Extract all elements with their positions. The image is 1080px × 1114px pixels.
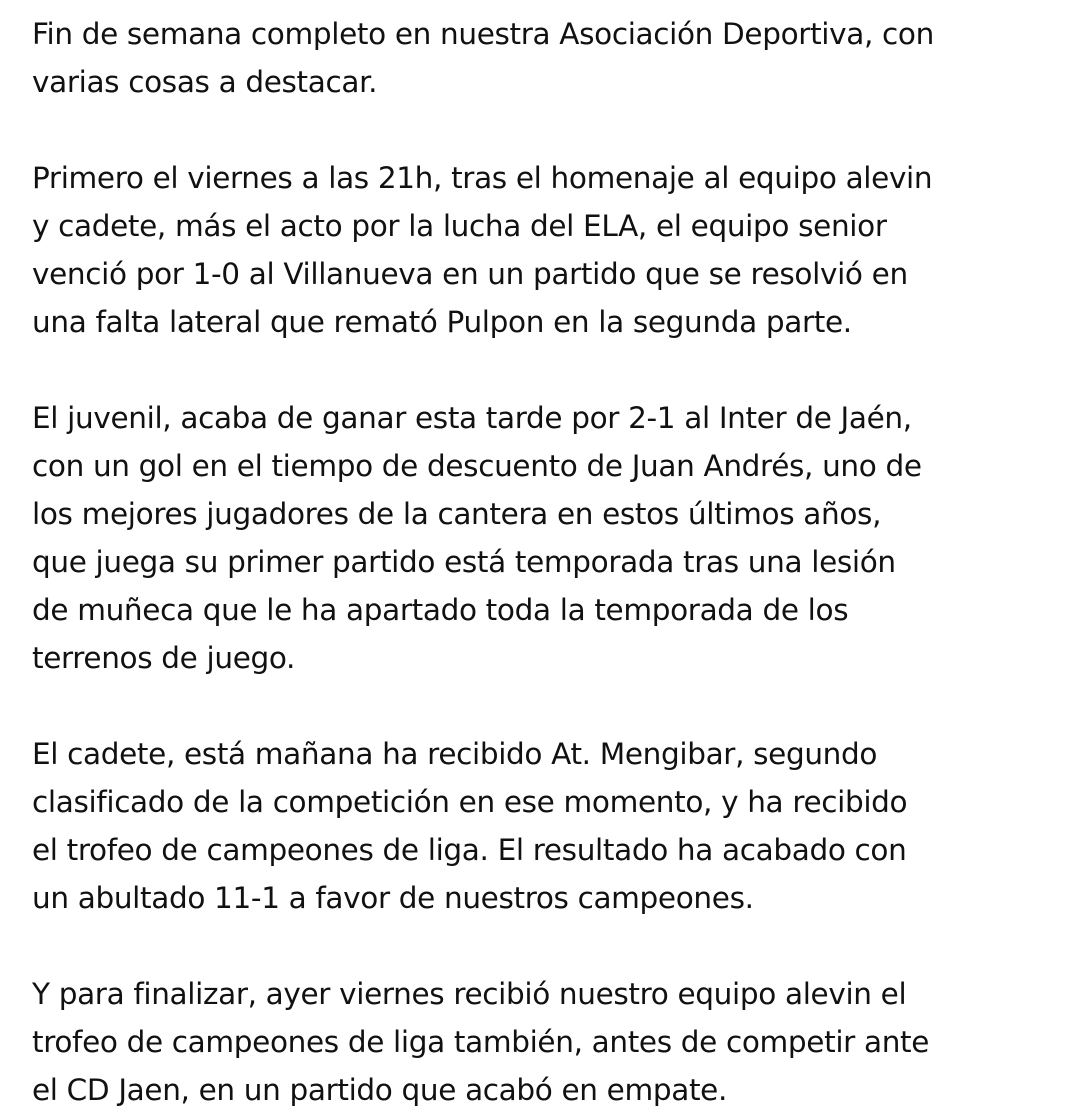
text-line: y cadete, más el acto por la lucha del ELA, el equipo senior [32,209,887,243]
text-line: El cadete, está mañana ha recibido At. Mengibar, segundo [32,737,878,771]
text-line: un abultado 11-1 a favor de nuestros campeones. [32,881,754,915]
text-line: venció por 1-0 al Villanueva en un partido que se resolvió en [32,257,908,291]
paragraph-juvenil-match [32,394,1062,682]
text-line: Y para finalizar, ayer viernes recibió nuestro equipo alevin el [32,977,907,1011]
text-line: una falta lateral que remató Pulpon en la segunda parte. [32,305,852,339]
paragraph-cadete-match [32,730,1062,922]
text-line: Fin de semana completo en nuestra Asociación Deportiva, con [32,17,934,51]
post-text [32,10,1062,1114]
text-line: terrenos de juego. [32,641,296,675]
text-line: El juvenil, acaba de ganar esta tarde por 2-1 al Inter de Jaén, [32,401,912,435]
paragraph-spacer [32,346,1062,394]
text-line: el trofeo de campeones de liga. El resultado ha acabado con [32,833,907,867]
text-line: trofeo de campeones de liga también, antes de competir ante [32,1025,930,1059]
text-line: que juega su primer partido está temporada tras una lesión [32,545,896,579]
paragraph-spacer [32,106,1062,154]
text-line: el CD Jaen, en un partido que acabó en empate. [32,1073,728,1107]
paragraph-intro [32,10,1062,106]
text-line: Primero el viernes a las 21h, tras el homenaje al equipo alevin [32,161,933,195]
text-line: varias cosas a destacar. [32,65,378,99]
text-line: clasificado de la competición en ese momento, y ha recibido [32,785,908,819]
paragraph-spacer [32,682,1062,730]
paragraph-alevin-match [32,970,1062,1114]
text-line: con un gol en el tiempo de descuento de Juan Andrés, uno de [32,449,922,483]
paragraph-senior-match [32,154,1062,346]
text-line: los mejores jugadores de la cantera en estos últimos años, [32,497,882,531]
text-line: de muñeca que le ha apartado toda la temporada de los [32,593,849,627]
paragraph-spacer [32,922,1062,970]
